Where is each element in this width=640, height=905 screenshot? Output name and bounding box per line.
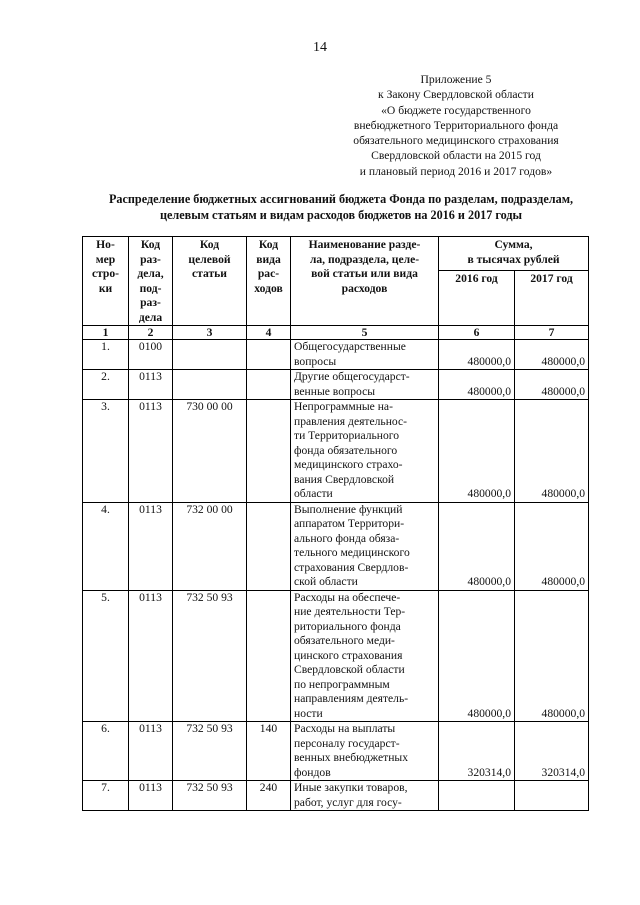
name-line: Другие общегосударст- [294,370,410,383]
header-year-2017: 2017 год [515,271,589,326]
name-line: страхования Свердлов- [294,560,409,574]
name-line: ального фонда обяза- [294,531,400,545]
table-row [83,502,589,590]
row-number-cell: 4. [83,502,129,590]
row-number-cell: 5. [83,590,129,722]
column-number: 4 [247,326,291,340]
name-cell [291,781,439,811]
amount-2016-cell: 480000,0 [439,590,515,722]
expense-type-cell: 240 [247,781,291,811]
section-code-cell: 0113 [129,590,173,722]
column-number: 3 [173,326,247,340]
section-code-cell: 0113 [129,781,173,811]
target-code-cell: 732 50 93 [173,722,247,781]
header-target-code: Код целевой статьи [173,237,247,326]
table-row [83,340,589,370]
name-line: фонда обязательного [294,443,398,457]
name-cell [291,722,439,781]
appendix-line: внебюджетного Территориального фонда [353,118,559,132]
appendix-line: и плановый период 2016 и 2017 годов» [359,164,553,178]
name-line: Общегосударственные [294,340,406,353]
table-row [83,781,589,811]
row-number-cell: 7. [83,781,129,811]
appendix-line: к Закону Свердловской области [378,88,534,102]
header-sum: Сумма, в тысячах рублей [439,237,589,271]
row-number-cell: 3. [83,400,129,503]
amount-2016-cell: 480000,0 [439,400,515,503]
header-year-2016: 2016 год [439,271,515,326]
name-line: области [294,487,333,500]
document-title [78,191,604,223]
amount-2017-cell: 480000,0 [515,590,589,722]
name-line: Расходы на выплаты [294,722,396,735]
target-code-cell: 732 50 93 [173,781,247,811]
name-line: аппаратом Территори- [294,517,405,530]
column-number: 6 [439,326,515,340]
column-number: 7 [515,326,589,340]
row-number-cell: 1. [83,340,129,370]
name-line: Свердловской области [294,663,405,676]
name-line: тельного медицинского [294,546,410,559]
expense-type-cell [247,400,291,503]
name-line: Выполнение функций [294,502,403,516]
expense-type-cell: 140 [247,722,291,781]
name-cell [291,502,439,590]
column-number: 2 [129,326,173,340]
appendix-line: Приложение 5 [420,73,492,86]
name-cell [291,340,439,370]
expense-type-cell [247,340,291,370]
table-body [83,340,589,811]
name-line: правления деятельнос- [294,414,407,428]
name-line: риториального фонда [294,619,401,633]
amount-2017-cell: 480000,0 [515,370,589,400]
expense-type-cell [247,370,291,400]
amount-2016-cell: 480000,0 [439,370,515,400]
section-code-cell: 0113 [129,502,173,590]
table-row [83,590,589,722]
name-line: ской области [294,575,358,588]
name-line: цинского страхования [294,648,403,662]
amount-2017-cell: 320314,0 [515,722,589,781]
name-line: фондов [294,765,331,779]
name-line: ти Территориального [294,429,400,442]
name-line: вания Свердловской [294,472,395,486]
section-code-cell: 0100 [129,340,173,370]
name-line: венных внебюджетных [294,751,409,764]
amount-2017-cell: 480000,0 [515,400,589,503]
row-number-cell: 6. [83,722,129,781]
name-line: вопросы [294,354,337,368]
name-cell [291,590,439,722]
amount-2016-cell: 320314,0 [439,722,515,781]
name-line: по непрограммным [294,677,390,691]
target-code-cell: 732 50 93 [173,590,247,722]
amount-2016-cell: 480000,0 [439,502,515,590]
appendix-line: обязательного медицинского страхования [353,134,559,148]
section-code-cell: 0113 [129,370,173,400]
amount-2017-cell: 480000,0 [515,340,589,370]
table-row [83,400,589,503]
name-line: Иные закупки товаров, [294,781,408,794]
section-code-cell: 0113 [129,400,173,503]
header-expense-type-code: Код вида рас- ходов [247,237,291,326]
table-row [83,722,589,781]
amount-2017-cell [515,781,589,811]
table-row [83,370,589,400]
target-code-cell: 730 00 00 [173,400,247,503]
column-number: 5 [291,326,439,340]
name-line: ние деятельности Тер- [294,605,406,618]
name-line: Непрограммные на- [294,400,393,413]
section-code-cell: 0113 [129,722,173,781]
header-name: Наименование разде- ла, подраздела, целе- вой статьи или вида расходов [291,237,439,326]
name-line: Расходы на обеспече- [294,590,401,604]
expense-type-cell [247,590,291,722]
column-number: 1 [83,326,129,340]
header-section-code: Код раз- дела, под- раз- дела [129,237,173,326]
target-code-cell [173,370,247,400]
document-title-line: Распределение бюджетных ассигнований бюджета Фонда по разделам, подразделам, [108,192,574,206]
name-line: медицинского страхо- [294,458,403,471]
target-code-cell [173,340,247,370]
amount-2016-cell: 480000,0 [439,340,515,370]
name-line: венные вопросы [294,384,376,398]
amount-2017-cell: 480000,0 [515,502,589,590]
name-line: обязательного меди- [294,634,395,647]
document-title-line: целевым статьям и видам расходов бюджетов на 2016 и 2017 годы [159,208,523,222]
page-number: 14 [313,40,327,55]
name-line: персоналу государст- [294,736,400,750]
name-line: направлениям деятель- [294,692,409,705]
name-line: ности [294,706,323,720]
target-code-cell: 732 00 00 [173,502,247,590]
column-number-row [83,326,589,340]
name-cell [291,400,439,503]
amount-2016-cell [439,781,515,811]
budget-allocation-table [82,236,589,811]
name-line: работ, услуг для госу- [294,795,402,809]
expense-type-cell [247,502,291,590]
appendix-reference [318,72,594,179]
row-number-cell: 2. [83,370,129,400]
appendix-line: Свердловской области на 2015 год [371,149,541,163]
appendix-line: «О бюджете государственного [381,103,531,117]
name-cell [291,370,439,400]
header-row-number: Но- мер стро- ки [83,237,129,326]
